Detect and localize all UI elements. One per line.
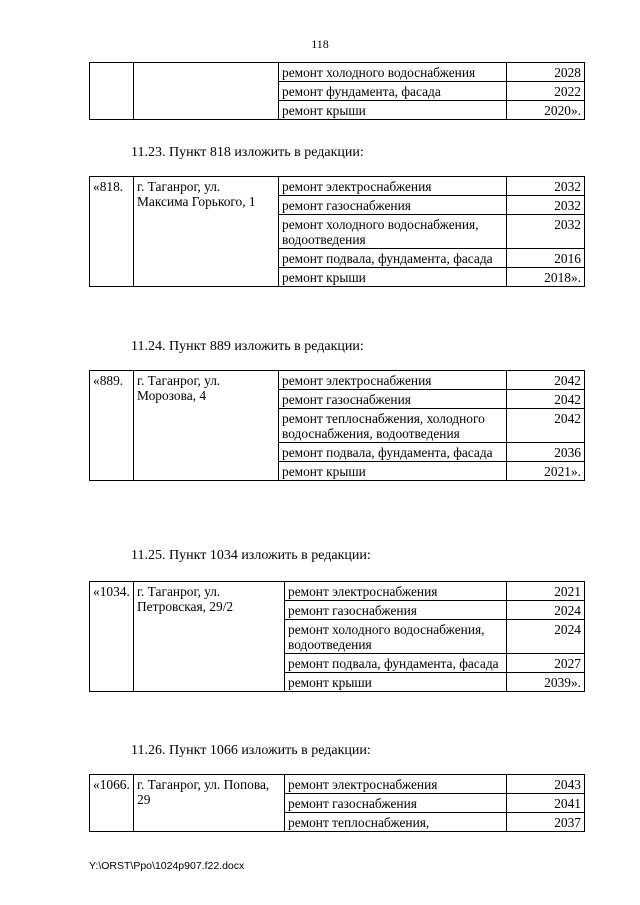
section-heading: 11.24. Пункт 889 изложить в редакции:	[131, 339, 364, 354]
section-block	[89, 176, 585, 287]
work-cell: ремонт электроснабжения	[279, 371, 507, 390]
year-cell: 2032	[507, 196, 585, 215]
section-table	[89, 581, 585, 692]
work-cell: ремонт подвала, фундамента, фасада	[285, 654, 507, 673]
work-cell: ремонт холодного водоснабжения, водоотведения	[285, 620, 507, 654]
table-row	[90, 582, 585, 601]
year-cell: 2024	[507, 601, 585, 620]
year-cell: 2036	[507, 443, 585, 462]
item-number-cell: «818.	[90, 177, 134, 287]
section-block	[89, 370, 585, 481]
section-table	[89, 774, 585, 832]
work-cell: ремонт крыши	[285, 673, 507, 692]
work-cell: ремонт холодного водоснабжения	[279, 63, 507, 82]
work-cell: ремонт крыши	[279, 101, 507, 120]
year-cell: 2041	[507, 794, 585, 813]
work-cell: ремонт газоснабжения	[285, 794, 507, 813]
year-cell: 2022	[507, 82, 585, 101]
work-cell: ремонт крыши	[279, 462, 507, 481]
year-cell: 2032	[507, 177, 585, 196]
year-cell: 2027	[507, 654, 585, 673]
work-cell: ремонт крыши	[279, 268, 507, 287]
work-cell: ремонт газоснабжения	[285, 601, 507, 620]
table-row	[90, 371, 585, 390]
year-cell: 2039».	[507, 673, 585, 692]
section-block	[89, 774, 585, 832]
year-cell: 2021	[507, 582, 585, 601]
year-cell: 2021».	[507, 462, 585, 481]
work-cell: ремонт газоснабжения	[279, 390, 507, 409]
year-cell: 2037	[507, 813, 585, 832]
continuation-table	[89, 62, 585, 120]
year-cell: 2018».	[507, 268, 585, 287]
work-cell: ремонт подвала, фундамента, фасада	[279, 249, 507, 268]
work-cell: ремонт теплоснабжения, холодного водоснабжения, водоотведения	[279, 409, 507, 443]
year-cell: 2032	[507, 215, 585, 249]
section-heading: 11.26. Пункт 1066 изложить в редакции:	[131, 743, 371, 758]
table-row	[90, 63, 585, 82]
year-cell: 2042	[507, 371, 585, 390]
item-number-cell: «1066.	[90, 775, 134, 832]
continuation-block	[89, 62, 585, 120]
section-heading: 11.25. Пункт 1034 изложить в редакции:	[131, 548, 371, 563]
year-cell: 2043	[507, 775, 585, 794]
section-table	[89, 176, 585, 287]
item-number-cell	[90, 63, 134, 120]
section-block	[89, 581, 585, 692]
work-cell: ремонт электроснабжения	[285, 775, 507, 794]
section-heading: 11.23. Пункт 818 изложить в редакции:	[131, 145, 364, 160]
year-cell: 2042	[507, 390, 585, 409]
address-cell: г. Таганрог, ул. Морозова, 4	[134, 371, 279, 481]
work-cell: ремонт фундамента, фасада	[279, 82, 507, 101]
address-cell: г. Таганрог, ул. Петровская, 29/2	[134, 582, 285, 692]
work-cell: ремонт теплоснабжения,	[285, 813, 507, 832]
work-cell: ремонт электроснабжения	[279, 177, 507, 196]
year-cell: 2020».	[507, 101, 585, 120]
section-table	[89, 370, 585, 481]
year-cell: 2024	[507, 620, 585, 654]
footer-file-path: Y:\ORST\Ppo\1024p907.f22.docx	[89, 860, 245, 872]
item-number-cell: «889.	[90, 371, 134, 481]
year-cell: 2016	[507, 249, 585, 268]
page-number: 118	[311, 37, 329, 51]
table-row	[90, 775, 585, 794]
year-cell: 2028	[507, 63, 585, 82]
address-cell: г. Таганрог, ул. Максима Горького, 1	[134, 177, 279, 287]
table-row	[90, 177, 585, 196]
address-cell: г. Таганрог, ул. Попова, 29	[134, 775, 285, 832]
work-cell: ремонт холодного водоснабжения, водоотведения	[279, 215, 507, 249]
work-cell: ремонт газоснабжения	[279, 196, 507, 215]
work-cell: ремонт подвала, фундамента, фасада	[279, 443, 507, 462]
work-cell: ремонт электроснабжения	[285, 582, 507, 601]
item-number-cell: «1034.	[90, 582, 134, 692]
address-cell	[134, 63, 279, 120]
year-cell: 2042	[507, 409, 585, 443]
